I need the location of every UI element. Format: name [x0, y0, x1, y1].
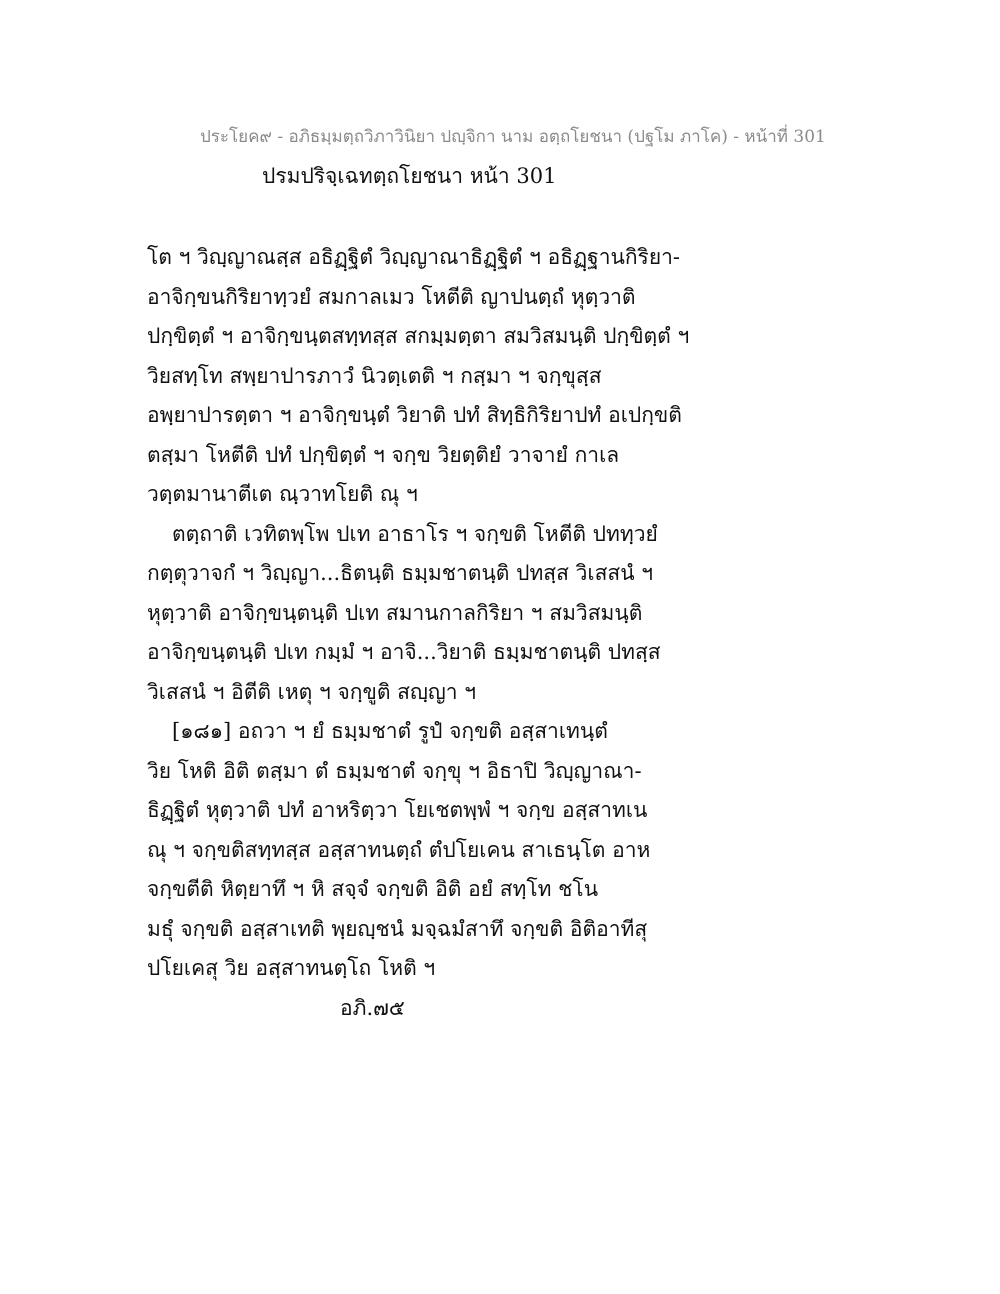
running-header: ประโยค๙ - อภิธมฺมตฺถวิภาวินิยา ปญฺจิกา นาม อตฺถโยชนา (ปฐโม ภาโค) - หน้าที่ 301: [200, 127, 826, 147]
text-line: อาจิกฺขนกิริยาทฺวยํ สมกาลเมว โหตีติ ญาปนตฺถํ หุตฺวาติ: [147, 284, 636, 309]
footer-page-mark: อภิ.๗๕: [340, 996, 405, 1020]
text-line: วิเสสนํ ฯ อิตีติ เหตุ ฯ จกฺขูติ สญฺญา ฯ: [147, 679, 477, 704]
text-line: วิยสทฺโท สพฺยาปารภาวํ นิวตฺเตติ ฯ กสฺมา ฯ จกฺขุสฺส: [147, 363, 602, 388]
body-text: [147, 238, 847, 989]
paragraph-start-line: [๑๘๑] อถวา ฯ ยํ ธมฺมชาตํ รูปํ จกฺขติ อสฺสาเทนฺตํ: [172, 719, 608, 743]
text-line: อาจิกฺขนฺตนฺติ ปเท กมฺมํ ฯ อาจิ...วิยาติ ธมฺมชาตนฺติ ปทสฺส: [147, 640, 661, 664]
text-line: ณุ ฯ จกฺขติสทฺทสฺส อสฺสาทนตฺถํ ตํปโยเคน สาเธนฺโต อาห: [147, 837, 651, 862]
text-line: วตฺตมานาตีเต ณฺวาทโยติ ณุ ฯ: [147, 482, 418, 506]
text-line: กตฺตุวาจกํ ฯ วิญฺญา...ธิตนฺติ ธมฺมชาตนฺติ ปทสฺส วิเสสนํ ฯ: [147, 561, 654, 585]
text-line: จกฺขตีติ หิตฺยาทึ ฯ หิ สจฺจํ จกฺขติ อิติ อยํ สทฺโท ชโน: [147, 877, 599, 901]
text-line: ปโยเคสุ วิย อสฺสาทนตฺโถ โหติ ฯ: [147, 956, 436, 980]
paragraph-start-line: ตตฺถาติ เวทิตพฺโพ ปเท อาธาโร ฯ จกฺขติ โหตีติ ปททฺวยํ: [172, 521, 658, 546]
text-line: อพฺยาปารตฺตา ฯ อาจิกฺขนฺตํ วิยาติ ปทํ สิทฺธิกิริยาปทํ อเปกฺขติ: [147, 403, 682, 427]
text-line: ธิฏฺฐิตํ หุตฺวาติ ปทํ อาหริตฺวา โยเชตพฺพํ ฯ จกฺข อสฺสาทเน: [147, 798, 648, 822]
text-line: โต ฯ วิญฺญาณสฺส อธิฏฺฐิตํ วิญฺญาณาธิฏฺฐิตํ ฯ อธิฏฺฐานกิริยา-: [147, 245, 681, 269]
section-title: ปรมปริจฺเฉทตฺถโยชนา หน้า 301: [262, 164, 557, 188]
text-line: ปกฺขิตฺตํ ฯ อาจิกฺขนฺตสทฺทสฺส สกมฺมตฺตา สมวิสมนฺติ ปกฺขิตฺตํ ฯ: [147, 324, 690, 348]
text-line: ตสฺมา โหตีติ ปทํ ปกฺขิตฺตํ ฯ จกฺข วิยตฺติยํ วาจายํ กาเล: [147, 442, 620, 467]
text-line: วิย โหติ อิติ ตสฺมา ตํ ธมฺมชาตํ จกฺขุ ฯ อิธาปิ วิญฺญาณา-: [147, 758, 642, 783]
text-line: หุตฺวาติ อาจิกฺขนฺตนฺติ ปเท สมานกาลกิริยา ฯ สมวิสมนฺติ: [147, 600, 643, 625]
text-line: มธุํ จกฺขติ อสฺสาเทติ พฺยญฺชนํ มจฺฉมํสาทึ จกฺขติ อิติอาทีสุ: [147, 916, 648, 941]
